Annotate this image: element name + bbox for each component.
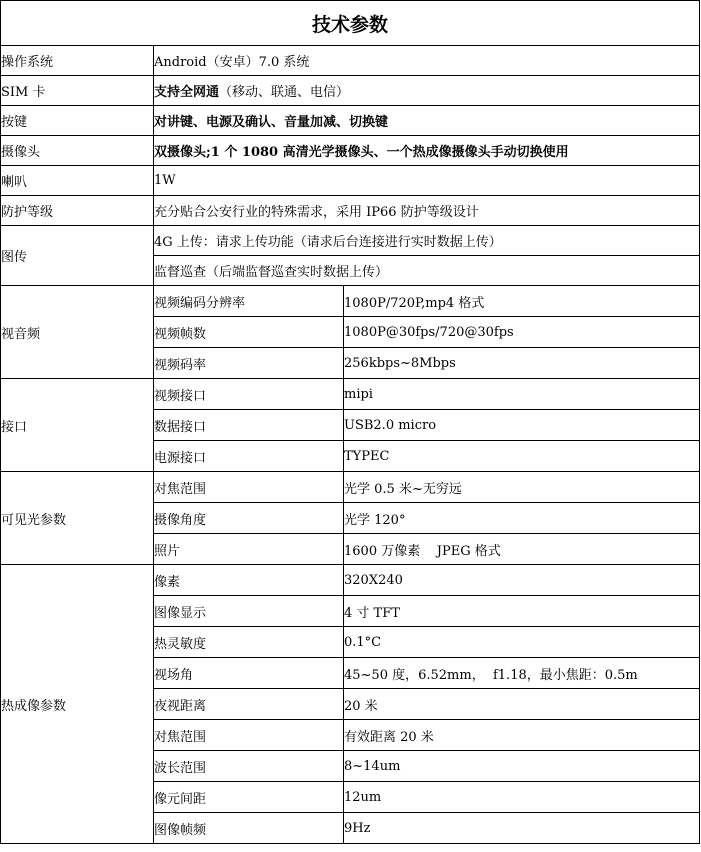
param-name: 对焦范围	[154, 472, 344, 503]
row-value: 4G 上传：请求上传功能（请求后台连接进行实时数据上传）	[154, 226, 700, 256]
table-title: 技术参数	[1, 1, 700, 46]
param-value: 256kbps~8Mbps	[344, 348, 700, 379]
row-value: 1W	[154, 166, 700, 196]
param-value: mipi	[344, 379, 700, 410]
row-keys	[1, 106, 700, 136]
param-name: 像元间距	[154, 782, 344, 813]
param-value: USB2.0 micro	[344, 410, 700, 441]
row-label: 防护等级	[1, 196, 154, 226]
row-value: 双摄像头;1 个 1080 高清光学摄像头、一个热成像摄像头手动切换使用	[154, 136, 700, 166]
param-name: 照片	[154, 534, 344, 565]
param-value: 光学 0.5 米~无穷远	[344, 472, 700, 503]
param-value: 20 米	[344, 689, 700, 720]
row-label: 按键	[1, 106, 154, 136]
value-bold: 支持全网通	[154, 85, 220, 100]
param-name: 视频接口	[154, 379, 344, 410]
param-name: 视频帧数	[154, 317, 344, 348]
row-value	[154, 76, 700, 106]
group-label: 接口	[1, 379, 154, 472]
row-value: 充分贴合公安行业的特殊需求，采用 IP66 防护等级设计	[154, 196, 700, 226]
param-value: 1600 万像素 JPEG 格式	[344, 534, 700, 565]
param-name: 波长范围	[154, 751, 344, 782]
group-row	[1, 565, 700, 596]
row-sim	[1, 76, 700, 106]
row-label: 图传	[1, 226, 154, 286]
param-value: 9Hz	[344, 813, 700, 844]
group-row	[1, 286, 700, 317]
param-value: 光学 120°	[344, 503, 700, 534]
row-speaker	[1, 166, 700, 196]
row-camera	[1, 136, 700, 166]
group-row	[1, 379, 700, 410]
group-row	[1, 472, 700, 503]
param-value: TYPEC	[344, 441, 700, 472]
param-name: 视场角	[154, 658, 344, 689]
param-value: 4 寸 TFT	[344, 596, 700, 627]
row-label: 摄像头	[1, 136, 154, 166]
param-name: 视频编码分辨率	[154, 286, 344, 317]
param-name: 热灵敏度	[154, 627, 344, 658]
param-value: 有效距离 20 米	[344, 720, 700, 751]
param-name: 图像显示	[154, 596, 344, 627]
group-label: 可见光参数	[1, 472, 154, 565]
param-value: 12um	[344, 782, 700, 813]
param-name: 对焦范围	[154, 720, 344, 751]
param-value: 8~14um	[344, 751, 700, 782]
param-value: 1080P/720P,mp4 格式	[344, 286, 700, 317]
row-ip	[1, 196, 700, 226]
row-value: Android（安卓）7.0 系统	[154, 46, 700, 76]
row-label: 喇叭	[1, 166, 154, 196]
param-name: 像素	[154, 565, 344, 596]
row-value: 对讲键、电源及确认、音量加减、切换键	[154, 106, 700, 136]
row-label: SIM 卡	[1, 76, 154, 106]
param-name: 夜视距离	[154, 689, 344, 720]
param-name: 电源接口	[154, 441, 344, 472]
param-name: 摄像角度	[154, 503, 344, 534]
row-label: 操作系统	[1, 46, 154, 76]
value-rest: （移动、联通、电信）	[219, 85, 350, 100]
param-name: 数据接口	[154, 410, 344, 441]
param-value: 320X240	[344, 565, 700, 596]
param-name: 图像帧频	[154, 813, 344, 844]
group-label: 热成像参数	[1, 565, 154, 844]
row-os	[1, 46, 700, 76]
param-value: 1080P@30fps/720@30fps	[344, 317, 700, 348]
row-value: 监督巡查（后端监督巡查实时数据上传）	[154, 256, 700, 286]
param-name: 视频码率	[154, 348, 344, 379]
param-value: 0.1°C	[344, 627, 700, 658]
param-value: 45~50 度，6.52mm， f1.18，最小焦距：0.5m	[344, 658, 700, 689]
row-transfer	[1, 226, 700, 256]
group-label: 视音频	[1, 286, 154, 379]
